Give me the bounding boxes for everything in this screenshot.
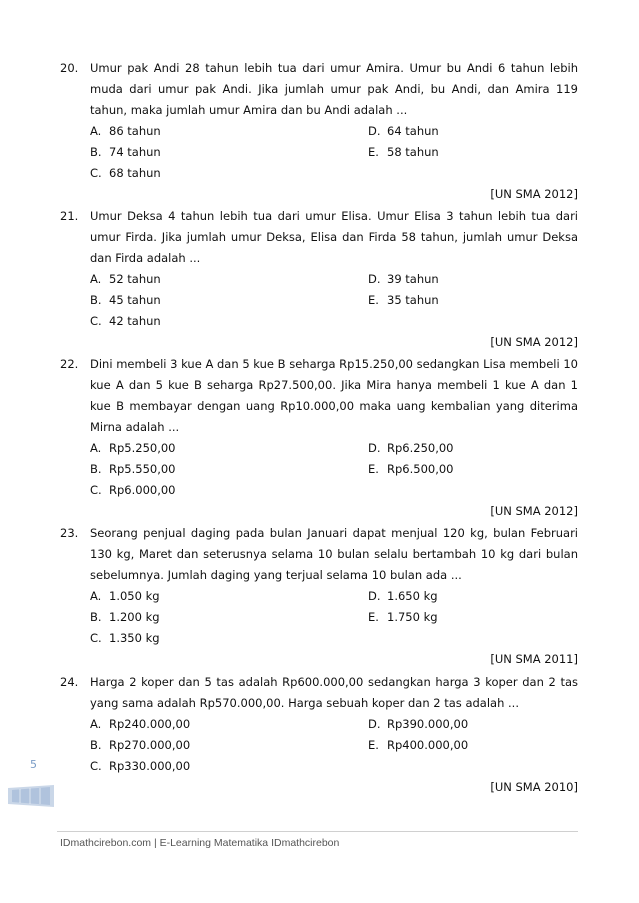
option-text: 64 tahun <box>387 124 439 138</box>
option-text: 1.650 kg <box>387 589 438 603</box>
option-text: 58 tahun <box>387 145 439 159</box>
question-text: Umur pak Andi 28 tahun lebih tua dari umur Amira. Umur bu Andi 6 tahun lebih muda dari umur pak Andi. Jika jumlah umur pak Andi, bu Andi, dan Amira 119 tahun, maka jumlah umur Amira dan bu Andi adalah ... <box>90 61 578 117</box>
option-text: 52 tahun <box>109 272 161 286</box>
question-source: [UN SMA 2012] <box>490 504 578 518</box>
option-e[interactable] <box>368 607 438 628</box>
option-label: D. <box>368 272 381 286</box>
option-label: D. <box>368 124 381 138</box>
footer-text[interactable]: IDmathcirebon.com | E-Learning Matematika IDmathcirebon <box>60 837 340 849</box>
option-label: B. <box>90 738 102 752</box>
option-c[interactable] <box>90 163 161 184</box>
question-number: 23. <box>60 526 79 540</box>
option-label: B. <box>90 462 102 476</box>
option-d[interactable] <box>368 121 439 142</box>
option-text: 42 tahun <box>109 314 161 328</box>
option-label: E. <box>368 610 379 624</box>
question-source: [UN SMA 2012] <box>490 187 578 201</box>
option-text: Rp330.000,00 <box>109 759 191 773</box>
option-label: B. <box>90 293 102 307</box>
option-text: 74 tahun <box>109 145 161 159</box>
question-number: 21. <box>60 209 79 223</box>
option-label: D. <box>368 441 381 455</box>
options <box>90 269 578 332</box>
option-label: E. <box>368 462 379 476</box>
option-a[interactable] <box>90 269 161 290</box>
option-b[interactable] <box>90 142 161 163</box>
option-label: E. <box>368 738 379 752</box>
question-number: 24. <box>60 675 79 689</box>
options <box>90 121 578 184</box>
question-text: Harga 2 koper dan 5 tas adalah Rp600.000,00 sedangkan harga 3 koper dan 2 tas yang sama adalah Rp570.000,00. Harga sebuah koper dan 2 tas adalah ... <box>90 675 578 710</box>
option-b[interactable] <box>90 290 161 311</box>
option-text: 39 tahun <box>387 272 439 286</box>
option-c[interactable] <box>90 311 161 332</box>
option-text: 1.200 kg <box>109 610 160 624</box>
option-label: B. <box>90 610 102 624</box>
option-text: Rp6.000,00 <box>109 483 176 497</box>
option-d[interactable] <box>368 438 454 459</box>
option-text: 1.050 kg <box>109 589 160 603</box>
option-e[interactable] <box>368 290 439 311</box>
question-22 <box>60 354 578 518</box>
page-corner-decoration-icon <box>6 784 56 808</box>
option-label: A. <box>90 717 102 731</box>
option-label: A. <box>90 124 102 138</box>
options <box>90 586 578 649</box>
option-label: C. <box>90 759 102 773</box>
question-source: [UN SMA 2011] <box>490 652 578 666</box>
question-21 <box>60 206 578 349</box>
question-23 <box>60 523 578 666</box>
option-text: 68 tahun <box>109 166 161 180</box>
option-label: C. <box>90 314 102 328</box>
option-label: E. <box>368 293 379 307</box>
option-text: 1.350 kg <box>109 631 160 645</box>
option-text: 86 tahun <box>109 124 161 138</box>
option-text: 1.750 kg <box>387 610 438 624</box>
option-text: Rp5.250,00 <box>109 441 176 455</box>
page-number: 5 <box>30 758 37 771</box>
option-label: E. <box>368 145 379 159</box>
question-text: Umur Deksa 4 tahun lebih tua dari umur Elisa. Umur Elisa 3 tahun lebih tua dari umur Firda. Jika jumlah umur Deksa, Elisa dan Firda 58 tahun, jumlah umur Deksa dan Firda adalah ... <box>90 209 578 265</box>
option-label: A. <box>90 589 102 603</box>
option-c[interactable] <box>90 480 176 501</box>
option-text: Rp5.550,00 <box>109 462 176 476</box>
option-c[interactable] <box>90 756 190 777</box>
option-label: C. <box>90 166 102 180</box>
option-d[interactable] <box>368 586 438 607</box>
option-b[interactable] <box>90 607 160 628</box>
question-text: Dini membeli 3 kue A dan 5 kue B seharga Rp15.250,00 sedangkan Lisa membeli 10 kue A dan 5 kue B seharga Rp27.500,00. Jika Mira hanya membeli 1 kue A dan 1 kue B membayar dengan uang Rp10.000,00 maka uang kembalian yang diterima Mirna adalah ... <box>90 357 578 434</box>
option-text: Rp6.250,00 <box>387 441 454 455</box>
option-e[interactable] <box>368 735 468 756</box>
question-source: [UN SMA 2010] <box>490 780 578 794</box>
question-number: 20. <box>60 61 79 75</box>
option-d[interactable] <box>368 269 439 290</box>
option-a[interactable] <box>90 714 190 735</box>
option-label: D. <box>368 717 381 731</box>
options <box>90 438 578 501</box>
question-text: Seorang penjual daging pada bulan Januari dapat menjual 120 kg, bulan Februari 130 kg, Maret dan seterusnya selama 10 bulan selalu bertambah 10 kg dari bulan sebelumnya. Jumlah daging yang terjual selama 10 bulan ada ... <box>90 526 578 582</box>
option-c[interactable] <box>90 628 160 649</box>
option-text: Rp270.000,00 <box>109 738 191 752</box>
options <box>90 714 578 777</box>
question-20 <box>60 58 578 201</box>
option-b[interactable] <box>90 735 190 756</box>
option-text: Rp240.000,00 <box>109 717 191 731</box>
option-label: A. <box>90 272 102 286</box>
option-e[interactable] <box>368 142 439 163</box>
question-24 <box>60 672 578 794</box>
option-a[interactable] <box>90 121 161 142</box>
option-label: A. <box>90 441 102 455</box>
option-label: C. <box>90 631 102 645</box>
option-label: D. <box>368 589 381 603</box>
option-text: Rp6.500,00 <box>387 462 454 476</box>
option-text: Rp390.000,00 <box>387 717 469 731</box>
option-label: C. <box>90 483 102 497</box>
option-d[interactable] <box>368 714 468 735</box>
option-b[interactable] <box>90 459 176 480</box>
question-number: 22. <box>60 357 79 371</box>
option-label: B. <box>90 145 102 159</box>
option-a[interactable] <box>90 586 160 607</box>
option-a[interactable] <box>90 438 176 459</box>
option-e[interactable] <box>368 459 454 480</box>
option-text: 35 tahun <box>387 293 439 307</box>
footer-divider <box>57 831 578 832</box>
option-text: Rp400.000,00 <box>387 738 469 752</box>
question-source: [UN SMA 2012] <box>490 335 578 349</box>
option-text: 45 tahun <box>109 293 161 307</box>
